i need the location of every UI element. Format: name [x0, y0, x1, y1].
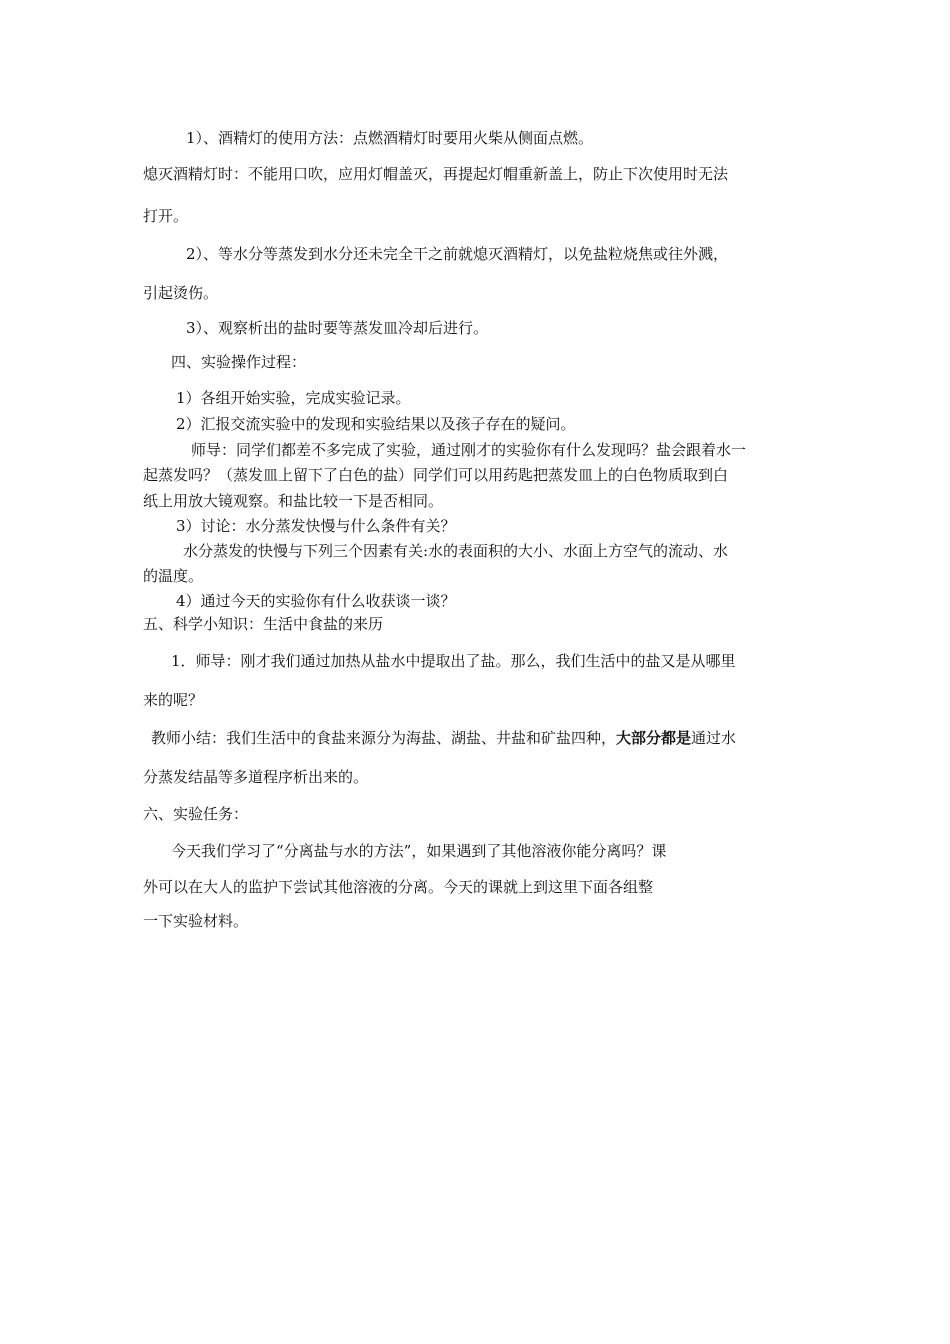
text-line: 打开。	[143, 207, 189, 225]
text-line: 外可以在大人的监护下尝试其他溶液的分离。今天的课就上到这里下面各组整	[143, 878, 654, 896]
text-line: 水分蒸发的快慢与下列三个因素有关:水的表面积的大小、水面上方空气的流动、水	[183, 542, 729, 560]
text-line: 4）通过今天的实验你有什么收获谈一谈？	[176, 592, 456, 610]
summary-text: 教师小结：我们生活中的食盐来源分为海盐、湖盐、井盐和矿盐四种，	[151, 729, 617, 747]
summary-text-end: 通过水	[691, 729, 737, 747]
text-line: 1）各组开始实验，完成实验记录。	[176, 389, 411, 407]
text-line: 2）、等水分等蒸发到水分还未完全干之前就熄灭酒精灯，以免盐粒烧焦或往外溅，	[186, 245, 729, 263]
text-line: 一下实验材料。	[143, 912, 249, 930]
text-line: 起蒸发吗？（蒸发皿上留下了白色的盐）同学们可以用药匙把蒸发皿上的白色物质取到白	[143, 466, 729, 484]
text-line: 1）、酒精灯的使用方法：点燃酒精灯时要用火柴从侧面点燃。	[186, 129, 594, 147]
text-line: 3）、观察析出的盐时要等蒸发皿冷却后进行。	[186, 319, 489, 337]
text-line: 的温度。	[143, 567, 204, 585]
summary-line	[151, 728, 736, 748]
text-line: 师导：同学们都差不多完成了实验，通过刚才的实验你有什么发现吗？盐会跟着水一	[191, 441, 747, 459]
text-line: 3）讨论：水分蒸发快慢与什么条件有关？	[176, 517, 456, 535]
section-heading: 五、科学小知识：生活中食盐的来历	[143, 615, 384, 633]
text-line: 1．师导：刚才我们通过加热从盐水中提取出了盐。那么，我们生活中的盐又是从哪里	[171, 652, 736, 670]
text-line: 今天我们学习了“分离盐与水的方法”，如果遇到了其他溶液你能分离吗？课	[171, 842, 667, 860]
summary-emphasis: 大部分都是	[616, 729, 692, 747]
text-line: 纸上用放大镜观察。和盐比较一下是否相同。	[143, 492, 444, 510]
text-line: 分蒸发结晶等多道程序析出来的。	[143, 768, 369, 786]
text-line: 来的呢？	[143, 691, 204, 709]
section-heading: 六、实验任务：	[143, 805, 249, 823]
section-heading: 四、实验操作过程：	[171, 353, 307, 371]
text-line: 熄灭酒精灯时：不能用口吹，应用灯帽盖灭，再提起灯帽重新盖上，防止下次使用时无法	[143, 165, 729, 183]
text-line: 引起烫伤。	[143, 284, 219, 302]
text-line: 2）汇报交流实验中的发现和实验结果以及孩子存在的疑问。	[176, 415, 576, 433]
